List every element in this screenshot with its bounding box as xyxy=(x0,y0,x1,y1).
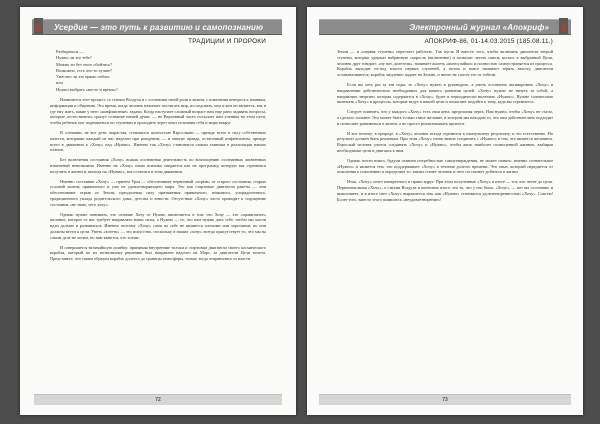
paragraph: И совершается величайшую ошибку: принимая внутренние толчки и стартовые двигатели своего космического корабля, который по их возможному решению был направлен надолго на Марс, за двигатели Цели полета. Представьте, что таким образом корабль долетел до границы атмосферы, только тогда отправились от власти xyxy=(50,244,266,262)
verse-line: или xyxy=(56,80,63,86)
verse-line: Нужно выбрать «место и время»? xyxy=(56,86,118,92)
flame-emblem-icon xyxy=(559,18,568,34)
paragraph: Однако нужно понимать, что отличие Хочу от Нужно заключается в том, что Хочу — это «правильное» желание, которое от нас требует направлять наши силы, а Нужно — то, что нам нужно дать себе, чтобы мы могли идти дальше и развиваться. Именно поэтому «Хочу» сами по себе не являются плохими или хорошими, но они должны вести к цели. Уметь «хотеть» — это искусство, поскольку в наших «хочу» всегда присутствует то, что мы на самом деле не хотим, но нам кажется, что хотим. xyxy=(50,211,266,240)
left-section-title: ТРАДИЦИИ И ПРОРОКИ xyxy=(188,38,266,45)
right-section-title: АПОКРИФ-86, 01-14.03.2015 (185.08.11.) xyxy=(424,38,553,45)
right-footer xyxy=(319,394,571,405)
paragraph: В сознании, не все дети, вырастая, становятся полностью Взрослыми — прежде всего в силу собственных качеств, которыми каждый из нас наделен при рождении, — и многие правда, остаточный инфантилизм, прежде всего в движении к «Хочу» над «Нужно». Именно так «Хочу» становится самым главным в реализации наших планов. xyxy=(50,130,266,153)
verse-line: Уместно ли это прямо сейчас xyxy=(56,74,110,80)
paragraph: И вот почему: в природе, в «Хочу» человек всегда стремится к наилучшему результату, и это естественно. Но результат должен быть реальным. При этом «Хочу» очень важно соединить с «Нужно» в том, что является желанием. Взрослый человек учится соединять «Хочу» и «Нужно», чтобы жить наиболее полноценной жизнью, выбирая необходимые цели и двигаясь к ним. xyxy=(337,130,553,153)
paragraph: Однако почти никто, будучи охвачен потребностью самоутверждения, не может понять: именно сознательное «Нужно» и является тем, что поддерживает «Хочу» в течение долгого времени. Это опыт, который передается от поколения к поколению и определяет то, каким станет человек и чего он сможет добиться в жизни. xyxy=(337,157,553,175)
paragraph: Если вы хоть раз за эти годы, то «Хочу» нужно в руководить, а уметь осознанно активировать «Хочу» в направлении действительно необходимых для вашего развития целей. «Хочу» нужно не тянуть за собой, а направлять энергию, которая содержится в «Хочу», будет в периодически включать «Нужно». Нужно сознательно включать «Хочу» в процессы, которые ведут к нашей цели и помогают подойти к тому, куда вы стремитесь. xyxy=(337,81,553,105)
verse-line: Возможно, есть что-то лучше? xyxy=(56,67,112,73)
paragraph: Именно состояние «Хочу» — причем Уроа — обеспечивает первичный «отрыв» от старого состояния, старых условий жизни, привычного и уже не удовлетворяющего мира. Это как стартовые двигатели ракеты — они обеспечивают отрыв от Земли, преодолевая силу притяжения привычного, знакомого, упорядоченного, традиционного уклада родительского дома, детства и юности. Отсутствие «Хочу» часто приводит к ощущению состояния «не знаю, чего хочу». xyxy=(50,178,266,207)
page-number: 73 xyxy=(442,397,448,403)
left-page xyxy=(20,7,296,415)
verse-line: Нужно ли это тебе? xyxy=(56,55,92,61)
right-header-title: Электронный журнал «Апокриф» xyxy=(409,22,549,32)
left-article-body xyxy=(50,49,266,391)
right-header-banner xyxy=(319,19,571,35)
paragraph: Начинается этот процесс со стихии Воздуха и с осознания своей роли в жизни, с появления интереса к знаниям, информации и общению. Это время, когда человек начинает постигать мир, исследовать, чем и кем он является, как и где ему жить, какие у него «конфликтные» задачи. Когда наступает сложный возраст нам еще рано задавать вопросы, которые «естественно» грызут сознание нашей души, — но Верховный часто посылает нам ученика на этом пути, чтобы ребенок мог подниматься по ступеням и проходить через опыт познания себя и мира вокруг. xyxy=(50,97,266,126)
verse-line: Разбираться — xyxy=(56,49,84,54)
left-footer xyxy=(34,394,282,405)
right-article-body xyxy=(337,49,553,391)
verse-block xyxy=(56,49,266,93)
paragraph: Итак, «Хочу» хочет конкретного и прямо вдруг. При этом полученные «Хочу» в итоге — тот, кто летит до цели. Первоначальная «Хочу», о стихии Воздуха и конечном итоге, это то, что у нас было, «Хочу», — вот вы осознанно и выполняете, и в итоге свет «Хочу» выражается тем, как «Нужно» становится удовлетворенностью «Хочу». Совсем! Более того, вместо этого появилось «неудовлетворение»! xyxy=(337,179,553,202)
paragraph: Земли — и «первая ступень» перестает работать. Так пусть И вместо того, чтобы включить двигатели второй ступени, которые удержат набранную скорость (включение) и позволят лететь сквозь космос к выбранной Цели, человек друг говорит: «ну вот, долетели», начинает жалеть «конец пайки» и полностью самоустраняется из процесса. Корабль выходит из-под власти первых ступеней, а потом и вовсе начинает терять высоту, двигатели останавливаются; корабль медленно падает на Землю, и ничто не спасет его от гибели. xyxy=(337,49,553,78)
paragraph: Следует помнить, что у каждого «Хочу» есть своя цена, предельная черта. Нам нужно, чтобы «Хочу» не съело, а сделало сильнее. Это может быть только такое желание, в котором мы находим то, что нам действительно подходит и позволяет развиваться в жизни, а не просто реализовывать прихоти. xyxy=(337,109,553,126)
flame-emblem-icon xyxy=(34,18,43,34)
page-number: 72 xyxy=(155,397,161,403)
right-page xyxy=(307,7,583,415)
left-header-banner xyxy=(32,19,282,35)
left-header-title: Усердие — это путь к развитию и самопознанию xyxy=(54,22,264,32)
verse-line: Можно ли без этого обойтись? xyxy=(56,61,113,67)
paragraph: Без включения состояния «Хочу» всякая осознанная деятельность по воплощению осознанных жизненных изменений невозможна. Именно на «Хочу» наша психика опирается как на программу, которую мы стремимся получить в жизни и, выходя на «Нужно», мы остаемся в этом движении. xyxy=(50,157,266,174)
